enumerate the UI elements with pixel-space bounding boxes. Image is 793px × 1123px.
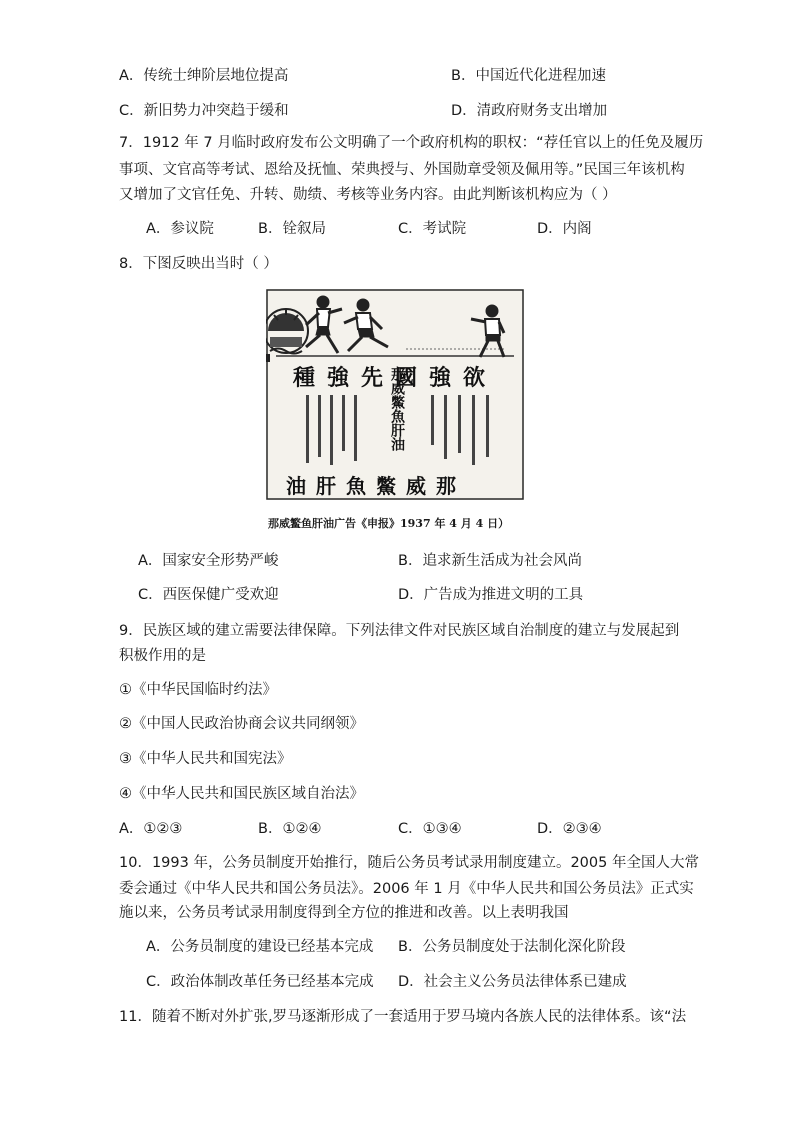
- q8-option-c: C．西医保健广受欢迎: [138, 587, 279, 603]
- ad-column-text: 那威鱉魚肝油: [389, 367, 405, 451]
- q8-stem: 8．下图反映出当时（ ）: [119, 256, 278, 272]
- q9-stem-line2: 积极作用的是: [119, 648, 206, 664]
- q7-option-c: C．考试院: [398, 221, 467, 237]
- q10-stem-line1: 10．1993 年，公务员制度开始推行，随后公务员考试录用制度建立。2005 年全国人大常: [119, 855, 699, 871]
- q7-stem-line2: 事项、文官高等考试、恩给及抚恤、荣典授与、外国勋章受领及佩用等。”民国三年该机构: [119, 162, 685, 178]
- q6-option-c: C．新旧势力冲突趋于缓和: [119, 103, 289, 119]
- q9-item-3: ③《中华人民共和国宪法》: [119, 751, 292, 767]
- q10-stem-line3: 施以来，公务员考试录用制度得到全方位的推进和改善。以上表明我国: [119, 905, 569, 921]
- q10-option-d: D．社会主义公务员法律体系已建成: [398, 974, 627, 990]
- advertisement-image: [266, 289, 524, 500]
- ad-headline: 種強先國強欲: [292, 365, 498, 391]
- q6-option-b: B．中国近代化进程加速: [451, 68, 606, 84]
- q7-stem-line3: 又增加了文官任免、升转、勋绩、考核等业务内容。由此判断该机构应为（ ）: [119, 187, 617, 203]
- q9-stem-line1: 9．民族区域的建立需要法律保障。下列法律文件对民族区域自治制度的建立与发展起到: [119, 623, 680, 639]
- q9-option-d: D．②③④: [537, 821, 602, 837]
- q8-option-a: A．国家安全形势严峻: [138, 553, 279, 569]
- q7-option-d: D．内阁: [537, 221, 592, 237]
- ad-bottom-banner: 油肝魚鱉威那: [286, 474, 466, 498]
- q8-option-b: B．追求新生活成为社会风尚: [398, 553, 582, 569]
- q9-option-c: C．①③④: [398, 821, 462, 837]
- q11-stem-line1: 11．随着不断对外扩张,罗马逐渐形成了一套适用于罗马境内各族人民的法律体系。该“法: [119, 1009, 687, 1025]
- q7-option-a: A．参议院: [146, 221, 214, 237]
- q10-stem-line2: 委会通过《中华人民共和国公务员法》。2006 年 1 月《中华人民共和国公务员法》正式实: [119, 881, 694, 897]
- q9-item-4: ④《中华人民共和国民族区域自治法》: [119, 786, 364, 802]
- q9-item-2: ②《中国人民政治协商会议共同纲领》: [119, 716, 364, 732]
- q10-option-c: C．政治体制改革任务已经基本完成: [146, 974, 374, 990]
- q7-option-b: B．铨叙局: [258, 221, 326, 237]
- q10-option-a: A．公务员制度的建设已经基本完成: [146, 939, 374, 955]
- q8-option-d: D．广告成为推进文明的工具: [398, 587, 584, 603]
- q6-option-a: A．传统士绅阶层地位提高: [119, 68, 289, 84]
- q9-item-1: ①《中华民国临时约法》: [119, 682, 277, 698]
- q9-option-a: A．①②③: [119, 821, 183, 837]
- q7-stem-line1: 7．1912 年 7 月临时政府发布公文明确了一个政府机构的职权：“荐任官以上的任免及履历: [119, 135, 704, 151]
- figure-caption: 那威鳘鱼肝油广告《申报》1937 年 4 月 4 日）: [268, 517, 510, 530]
- q6-option-d: D．清政府财务支出增加: [451, 103, 608, 119]
- q9-option-b: B．①②④: [258, 821, 322, 837]
- q10-option-b: B．公务员制度处于法制化深化阶段: [398, 939, 626, 955]
